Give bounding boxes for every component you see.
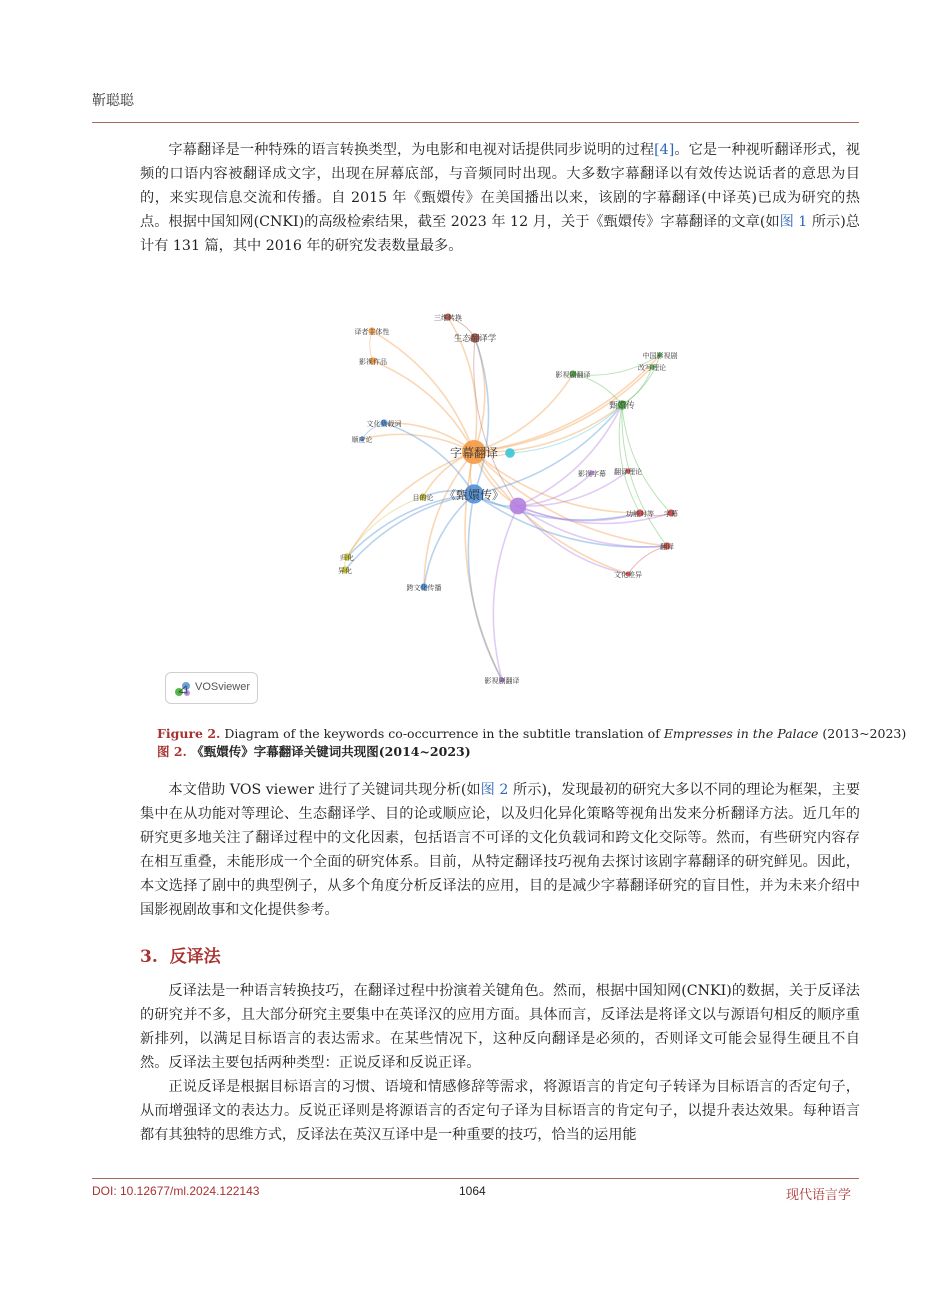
keyword-node-purple_hub[interactable] <box>510 498 527 515</box>
page-number: 1064 <box>459 1184 486 1198</box>
cooccurrence-link <box>372 331 474 452</box>
keyword-label: 影视剧翻译 <box>484 677 520 685</box>
paragraph-vos-analysis <box>140 778 860 922</box>
figure-1-link[interactable]: 图 1 <box>779 214 808 230</box>
vosviewer-badge <box>165 672 258 704</box>
caption-text-zh: 《甄嬛传》字幕翻译关键词共现图(2014~2023) <box>186 744 471 759</box>
keyword-label: 文化差异 <box>614 571 642 579</box>
footer-divider <box>92 1178 859 1179</box>
keyword-label: 中国影视剧 <box>642 352 678 360</box>
keyword-label: 目的论 <box>412 494 434 502</box>
cooccurrence-link <box>622 355 660 405</box>
keyword-label: 三维转换 <box>434 314 462 322</box>
caption-title: Empresses in the Palace <box>663 726 819 741</box>
section-number: 3. <box>140 947 158 967</box>
caption-text: Diagram of the keywords co-occurrence in the subtitle translation of <box>220 726 664 741</box>
keyword-label: 生态翻译学 <box>453 334 497 344</box>
keyword-label: 影视字幕 <box>578 470 606 478</box>
cooccurrence-link <box>622 405 671 513</box>
keyword-label: 甄嬛传 <box>609 401 635 411</box>
paragraph-text: 所示)总计有 131 篇，其中 2016 年的研究发表数量最多。 <box>140 214 860 254</box>
running-header-author: 靳聪聪 <box>92 93 134 109</box>
keyword-label: 字幕 <box>664 510 678 518</box>
paragraph-reverse-translation: 反译法是一种语言转换技巧，在翻译过程中扮演着关键角色。然而，根据中国知网(CNKI)的数据，关于反译法的研究并不多，且大部分研究主要集中在英译汉的应用方面。具体而言，反译法是将译文以与源语句相反的顺序重新排列，以满足目标语言的表达需求。在某些情况下，这种反向翻译是必须的，否则译文可能会显得生硬且不自然。反译法主要包括两种类型：正说反译和反说正译。 <box>140 983 860 1071</box>
figure-2-link[interactable]: 图 2 <box>480 782 509 798</box>
keyword-label: 异化 <box>338 567 352 575</box>
cooccurrence-link <box>474 338 518 506</box>
cooccurrence-link <box>493 506 518 680</box>
keyword-label: 文化负载词 <box>366 420 402 428</box>
paragraph-text: 本文借助 VOS viewer 进行了关键词共现分析(如 <box>168 782 481 798</box>
keyword-node-cyan_hub[interactable] <box>505 448 515 458</box>
keyword-label: 翻译理论 <box>614 468 642 476</box>
cooccurrence-link <box>510 405 622 453</box>
keyword-label: 影视剧翻译 <box>555 371 591 379</box>
caption-years: (2013~2023) <box>818 726 907 741</box>
paragraph-text: 字幕翻译是一种特殊的语言转换类型，为电影和电视对话提供同步说明的过程 <box>168 142 655 158</box>
figure-caption-en <box>157 726 906 741</box>
vosviewer-logo-icon <box>174 680 192 698</box>
caption-label: Figure 2. <box>157 726 221 741</box>
network-graph <box>162 300 787 712</box>
cooccurrence-link <box>373 361 474 452</box>
keyword-cooccurrence-figure <box>162 300 787 712</box>
paragraph-subtitle-translation <box>140 138 860 258</box>
keyword-label: 《甄嬛传》 <box>443 488 505 502</box>
paragraph-text: 。它是一种视听翻译形式，视频的口语内容被翻译成文字，出现在屏幕底部，与音频同时出现。大多数字幕翻译以有效传达说话者的意思为目的，来实现信息交流和传播。自 2015 年《甄嬛传》在美国播出以来，该剧的字幕翻译(中译英)已成为研究的热点。根据中国知网(CNKI)的高级检索结果，截至 2023 年 12 月，关于《甄嬛传》字幕翻译的文章(如 <box>140 142 860 230</box>
cooccurrence-link <box>347 497 423 557</box>
vosviewer-label: VOSviewer <box>195 681 251 693</box>
paragraph-text: 所示)，发现最初的研究大多以不同的理论为框架，主要集中在从功能对等理论、生态翻译学、目的论或顺应论，以及归化异化策略等视角出发来分析翻译方法。近几年的研究更多地关注了翻译过程中的文化因素，包括语言不可译的文化负载词和跨文化交际等。然而，有些研究内容存在相互重叠，未能形成一个全面的研究体系。目前，从特定翻译技巧视角去探讨该剧字幕翻译的研究鲜见。因此，本文选择了剧中的典型例子，从多个角度分析反译法的应用，目的是减少字幕翻译研究的盲目性，并为未来介绍中国影视剧故事和文化提供参考。 <box>140 782 861 918</box>
reference-link[interactable]: [4] <box>654 142 675 158</box>
keyword-label: 功能对等 <box>626 510 654 518</box>
keyword-label: 译者主体性 <box>354 328 390 336</box>
keyword-label: 顺应论 <box>351 436 373 444</box>
network-edges <box>345 317 671 680</box>
keyword-label: 字幕翻译 <box>449 446 499 460</box>
paragraph-positive-negative: 正说反译是根据目标语言的习惯、语境和情感修辞等需求，将源语言的肯定句子转译为目标语言的否定句子，从而增强译文的表达力。反说正译则是将源语言的否定句子译为目标语言的肯定句子，以提升表达效果。每种语言都有其独特的思维方式，反译法在英汉互译中是一种重要的技巧，恰当的运用能 <box>140 1079 860 1143</box>
header-divider <box>92 122 859 123</box>
section-heading <box>140 942 221 967</box>
figure-caption-zh <box>157 742 471 760</box>
keyword-label: 归化 <box>340 554 354 562</box>
keyword-label: 翻译 <box>660 543 674 551</box>
caption-label-zh: 图 2. <box>157 744 187 759</box>
section-title: 反译法 <box>169 947 221 967</box>
footer-doi[interactable]: DOI: 10.12677/ml.2024.122143 <box>92 1184 260 1198</box>
keyword-label: 跨文化传播 <box>406 584 442 592</box>
keyword-label: 影视作品 <box>359 358 387 366</box>
journal-name: 现代语言学 <box>786 1188 852 1203</box>
keyword-label: 改写理论 <box>638 364 666 372</box>
